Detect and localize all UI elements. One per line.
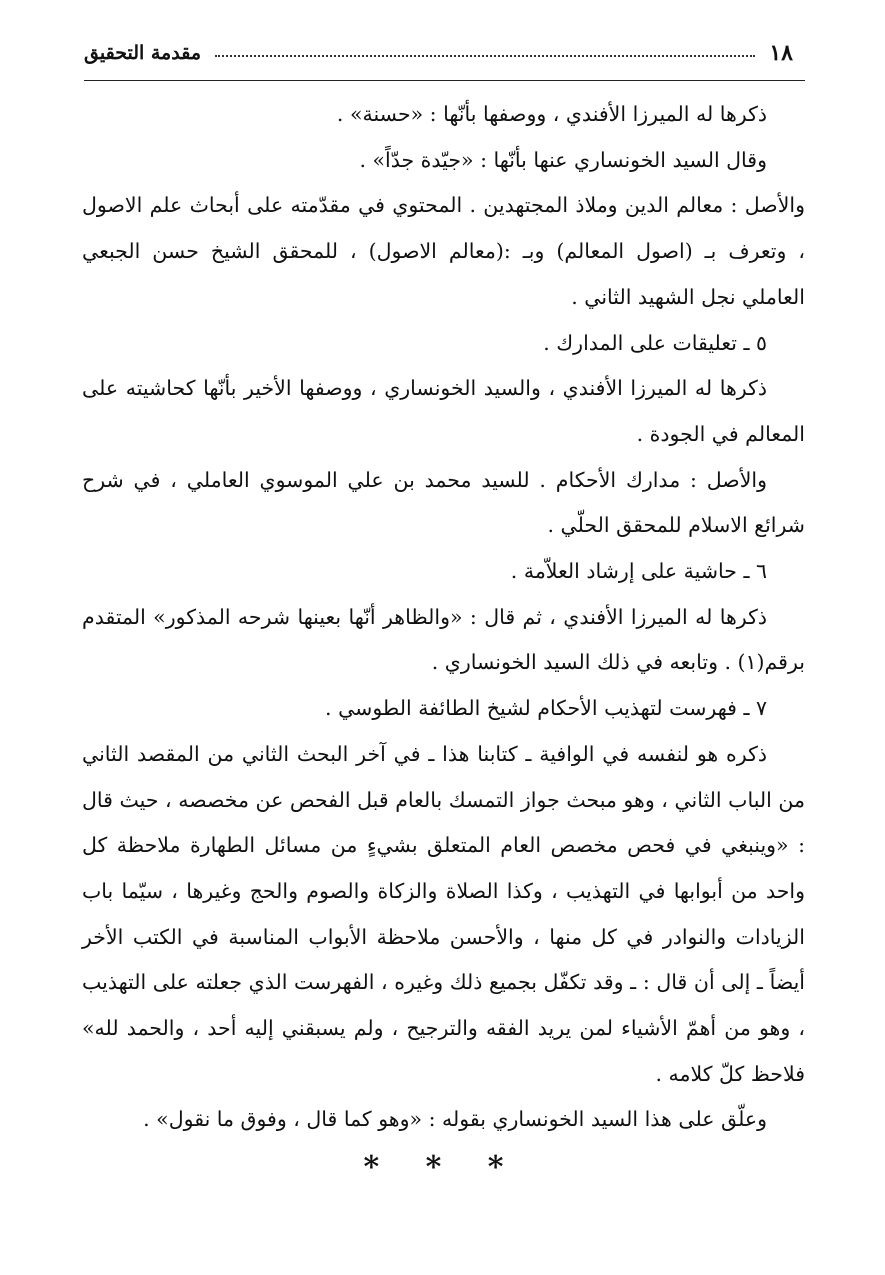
section-separator-stars: * * * bbox=[363, 1150, 522, 1185]
list-item-heading: ٧ ـ فهرست لتهذيب الأحكام لشيخ الطائفة الطوسي . bbox=[325, 696, 767, 721]
paragraph: ذكرها له الميرزا الأفندي ، ووصفها بأنّها : «حسنة» . bbox=[336, 102, 767, 126]
paragraph: وعلّق على هذا السيد الخونساري بقوله : «وهو كما قال ، وفوق ما نقول» . bbox=[143, 1107, 767, 1132]
list-item-heading: ٦ ـ حاشية على إرشاد العلاّمة . bbox=[510, 559, 767, 584]
running-header-title: مقدمة التحقيق bbox=[84, 42, 201, 64]
header-dot-leader bbox=[215, 55, 755, 57]
page-number: ١٨ bbox=[769, 40, 793, 66]
paragraph: ذكرها له الميرزا الأفندي ، والسيد الخونساري ، ووصفها الأخير بأنّها كحاشيته على المعالم في الجودة . bbox=[82, 376, 805, 446]
paragraph: ذكرها له الميرزا الأفندي ، ثم قال : «والظاهر أنّها بعينها شرحه المذكور» المتقدم برقم(١) . وتابعه في ذلك السيد الخونساري . bbox=[82, 604, 805, 675]
paragraph: وقال السيد الخونساري عنها بأنّها : «جيّدة جدّاً» . bbox=[359, 147, 767, 172]
paragraph: ذكره هو لنفسه في الوافية ـ كتابنا هذا ـ في آخر البحث الثاني من المقصد الثاني من الباب الثاني ، وهو مبحث جواز التمسك بالعام قبل الفحص عن مخصصه ، حيث قال : «وينبغي في فحص مخصص العام المتعلق بشيءٍ من مسائل الطهارة ملاحظة كل واحد من أبوابها في التهذيب ، وكذا الصلاة والزكاة والصوم والحج وغيرها ، سيّما باب الزيادات والنوادر في كل منها ، والأحسن ملاحظة الأبواب المناسبة في الكتب الأخر أيضاً ـ إلى أن قال : ـ وقد تكفّل بجميع ذلك وغيره ، الفهرست الذي جعلته على التهذيب ، وهو من أهمّ الأشياء لمن يريد الفقه والترجيح ، ولم يسبقني إليه أحد ، والحمد لله» فلاحظ كلّ كلامه . bbox=[82, 741, 805, 1086]
running-header bbox=[84, 30, 793, 76]
paragraph: والأصل : معالم الدين وملاذ المجتهدين . المحتوي في مقدّمته على أبحاث علم الاصول ، وتعرف بـ (اصول المعالم) وبـ :(معالم الاصول) ، للمحقق الشيخ حسن الجبعي العاملي نجل الشهيد الثاني . bbox=[82, 193, 805, 309]
paragraph: والأصل : مدارك الأحكام . للسيد محمد بن علي الموسوي العاملي ، في شرح شرائع الاسلام للمحقق الحلّي . bbox=[82, 467, 805, 538]
body-text bbox=[82, 92, 805, 1143]
list-item-heading: ٥ ـ تعليقات على المدارك . bbox=[543, 330, 767, 355]
header-rule bbox=[84, 80, 805, 81]
